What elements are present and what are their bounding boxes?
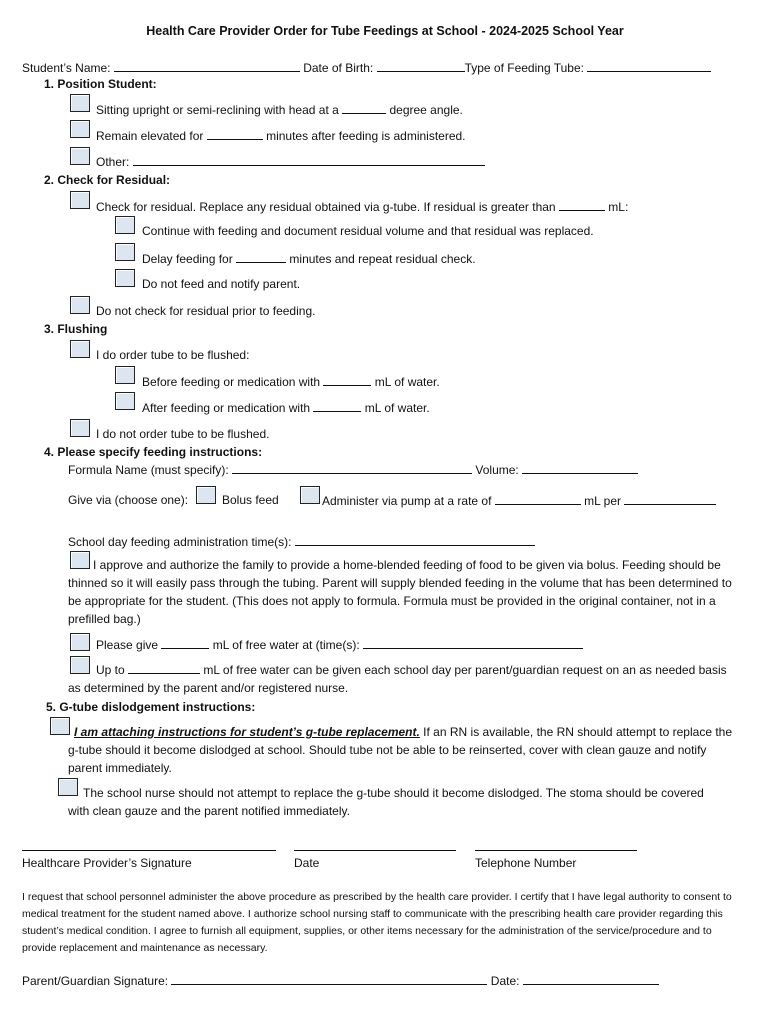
option-delay-feeding xyxy=(142,251,476,266)
option-flush-after xyxy=(142,400,430,415)
section-5-heading: 5. G-tube dislodgement instructions: xyxy=(46,700,256,714)
option-text: Delay feeding for xyxy=(142,252,233,266)
option-text: mL of free water can be given each school day per parent/guardian request on an as needed basis as determined by the parent and/or registered nurse. xyxy=(68,663,727,695)
option-text: Sitting upright or semi-reclining with head at a xyxy=(96,103,339,117)
delay-minutes-field[interactable] xyxy=(236,251,286,263)
volume-field[interactable] xyxy=(522,462,638,474)
option-continue-feeding: Continue with feeding and document residual volume and that residual was replaced. xyxy=(142,224,594,238)
volume-label: Volume: xyxy=(475,463,519,477)
section-3-heading: 3. Flushing xyxy=(44,322,108,336)
option-text: minutes and repeat residual check. xyxy=(289,252,476,266)
free-water-time-field[interactable] xyxy=(363,637,583,649)
provider-date-label: Date xyxy=(294,856,320,870)
consent-text: I request that school personnel administer the above procedure as prescribed by the health care provider. I certify that I have legal authority to consent to medical treatment for the student named above. I authorize school nursing staff to communicate with the prescribing health care provider regarding this student’s medical condition. I agree to furnish all equipment, supplies, or other items necessary for the administration of the service/procedure and to provide replacement and maintenance as necessary. xyxy=(22,891,732,954)
option-text: mL of free water at (time(s): xyxy=(212,638,360,652)
option-bolus-feed: Bolus feed xyxy=(222,493,279,507)
checkbox-no-residual-check[interactable] xyxy=(70,296,90,314)
degree-field[interactable] xyxy=(342,102,386,114)
dob-field[interactable] xyxy=(377,60,465,72)
checkbox-order-flush[interactable] xyxy=(70,340,90,358)
provider-signature-label: Healthcare Provider’s Signature xyxy=(22,856,192,870)
option-text: Other: xyxy=(96,155,130,169)
option-text: Please give xyxy=(96,638,159,652)
option-text: mL of water. xyxy=(364,401,430,415)
tube-type-label: Type of Feeding Tube: xyxy=(464,61,584,75)
option-attach-instructions xyxy=(68,723,740,777)
residual-ml-field[interactable] xyxy=(559,199,605,211)
option-check-residual xyxy=(96,199,628,214)
pump-per-field[interactable] xyxy=(624,493,716,505)
option-text: mL of water. xyxy=(374,375,440,389)
option-text: Before feeding or medication with xyxy=(142,375,321,389)
option-text: mL: xyxy=(608,200,629,214)
flush-before-ml-field[interactable] xyxy=(323,374,371,386)
provider-date-line[interactable] xyxy=(294,850,456,851)
option-other-position xyxy=(96,154,485,169)
checkbox-pump[interactable] xyxy=(300,486,320,504)
give-via-label: Give via (choose one): xyxy=(68,493,189,507)
formula-row xyxy=(68,462,638,477)
checkbox-bolus-feed[interactable] xyxy=(196,486,216,504)
option-text: minutes after feeding is administered. xyxy=(266,129,466,143)
free-water-ml-field[interactable] xyxy=(161,637,209,649)
option-free-water xyxy=(96,637,583,652)
checkbox-flush-before[interactable] xyxy=(115,366,135,384)
section-2-heading: 2. Check for Residual: xyxy=(44,173,171,187)
phone-label: Telephone Number xyxy=(475,856,577,870)
up-to-ml-field[interactable] xyxy=(128,662,200,674)
checkbox-remain-elevated[interactable] xyxy=(70,120,90,138)
feeding-times-label: School day feeding administration time(s): xyxy=(68,535,292,549)
provider-signature-line[interactable] xyxy=(22,850,276,851)
checkbox-sitting-upright[interactable] xyxy=(70,94,90,112)
phone-line[interactable] xyxy=(475,850,637,851)
student-name-label: Student’s Name: xyxy=(22,61,111,75)
parent-signature-row xyxy=(22,973,659,988)
option-up-to-water xyxy=(68,661,738,697)
dob-label: Date of Birth: xyxy=(303,61,374,75)
student-info-row xyxy=(22,60,711,75)
option-order-flush: I do order tube to be flushed: xyxy=(96,348,250,362)
feeding-times-field[interactable] xyxy=(295,534,535,546)
checkbox-do-not-feed[interactable] xyxy=(115,269,135,287)
section-4-heading: 4. Please specify feeding instructions: xyxy=(44,445,263,459)
formula-name-field[interactable] xyxy=(232,462,472,474)
checkbox-check-residual[interactable] xyxy=(70,191,90,209)
option-text: Check for residual. Replace any residual obtained via g-tube. If residual is greater than xyxy=(96,200,556,214)
checkbox-attach-instructions[interactable] xyxy=(50,717,70,735)
option-flush-before xyxy=(142,374,440,389)
option-sitting-upright xyxy=(96,102,463,117)
minutes-field[interactable] xyxy=(207,128,263,140)
other-position-field[interactable] xyxy=(133,154,485,166)
option-text: Remain elevated for xyxy=(96,129,204,143)
tube-type-field[interactable] xyxy=(587,60,711,72)
option-text: After feeding or medication with xyxy=(142,401,311,415)
checkbox-other-position[interactable] xyxy=(70,147,90,165)
parent-date-field[interactable] xyxy=(523,973,659,985)
option-text: Up to xyxy=(96,663,125,677)
option-pump xyxy=(322,493,716,508)
option-remain-elevated xyxy=(96,128,466,143)
parent-signature-field[interactable] xyxy=(171,973,487,985)
option-no-flush: I do not order tube to be flushed. xyxy=(96,427,270,441)
parent-date-label: Date: xyxy=(490,974,520,988)
page-title: Health Care Provider Order for Tube Feedings at School - 2024-2025 School Year xyxy=(146,24,624,38)
checkbox-continue-feeding[interactable] xyxy=(115,216,135,234)
option-text: degree angle. xyxy=(389,103,463,117)
option-do-not-replace: The school nurse should not attempt to replace the g-tube should it become dislodged. The stoma should be covered with clean gauze and the parent notified immediately. xyxy=(68,786,704,818)
checkbox-delay-feeding[interactable] xyxy=(115,243,135,261)
option-do-not-feed: Do not feed and notify parent. xyxy=(142,277,301,291)
flush-after-ml-field[interactable] xyxy=(313,400,361,412)
home-blended-text: I approve and authorize the family to provide a home-blended feeding of food to be given via bolus. Feeding should be thinned so it will easily pass through the tubing. Parent will supply blended feeding in the volume that has been determined to be appropriate for the student. (This does not apply to formula. Formula must be provided in the original container, not in a prefilled bag.) xyxy=(68,558,732,626)
section-1-heading: 1. Position Student: xyxy=(44,77,157,91)
checkbox-no-flush[interactable] xyxy=(70,419,90,437)
checkbox-free-water[interactable] xyxy=(70,633,90,651)
parent-signature-label: Parent/Guardian Signature: xyxy=(22,974,169,988)
pump-rate-field[interactable] xyxy=(495,493,581,505)
attach-instructions-emphasis: I am attaching instructions for student’s g-tube replacement. xyxy=(74,725,420,739)
checkbox-flush-after[interactable] xyxy=(115,392,135,410)
option-no-residual-check: Do not check for residual prior to feeding. xyxy=(96,304,316,318)
option-text: mL per xyxy=(584,494,622,508)
formula-label: Formula Name (must specify): xyxy=(68,463,229,477)
option-text: Administer via pump at a rate of xyxy=(322,494,492,508)
student-name-field[interactable] xyxy=(114,60,300,72)
feeding-times-row xyxy=(68,534,535,549)
option-text: If an RN is available, the RN should attempt to replace the g-tube should it become dislodged at school. Should tube not be able to be reinserted, cover with clean gauze and notify parent immediately. xyxy=(68,725,733,775)
